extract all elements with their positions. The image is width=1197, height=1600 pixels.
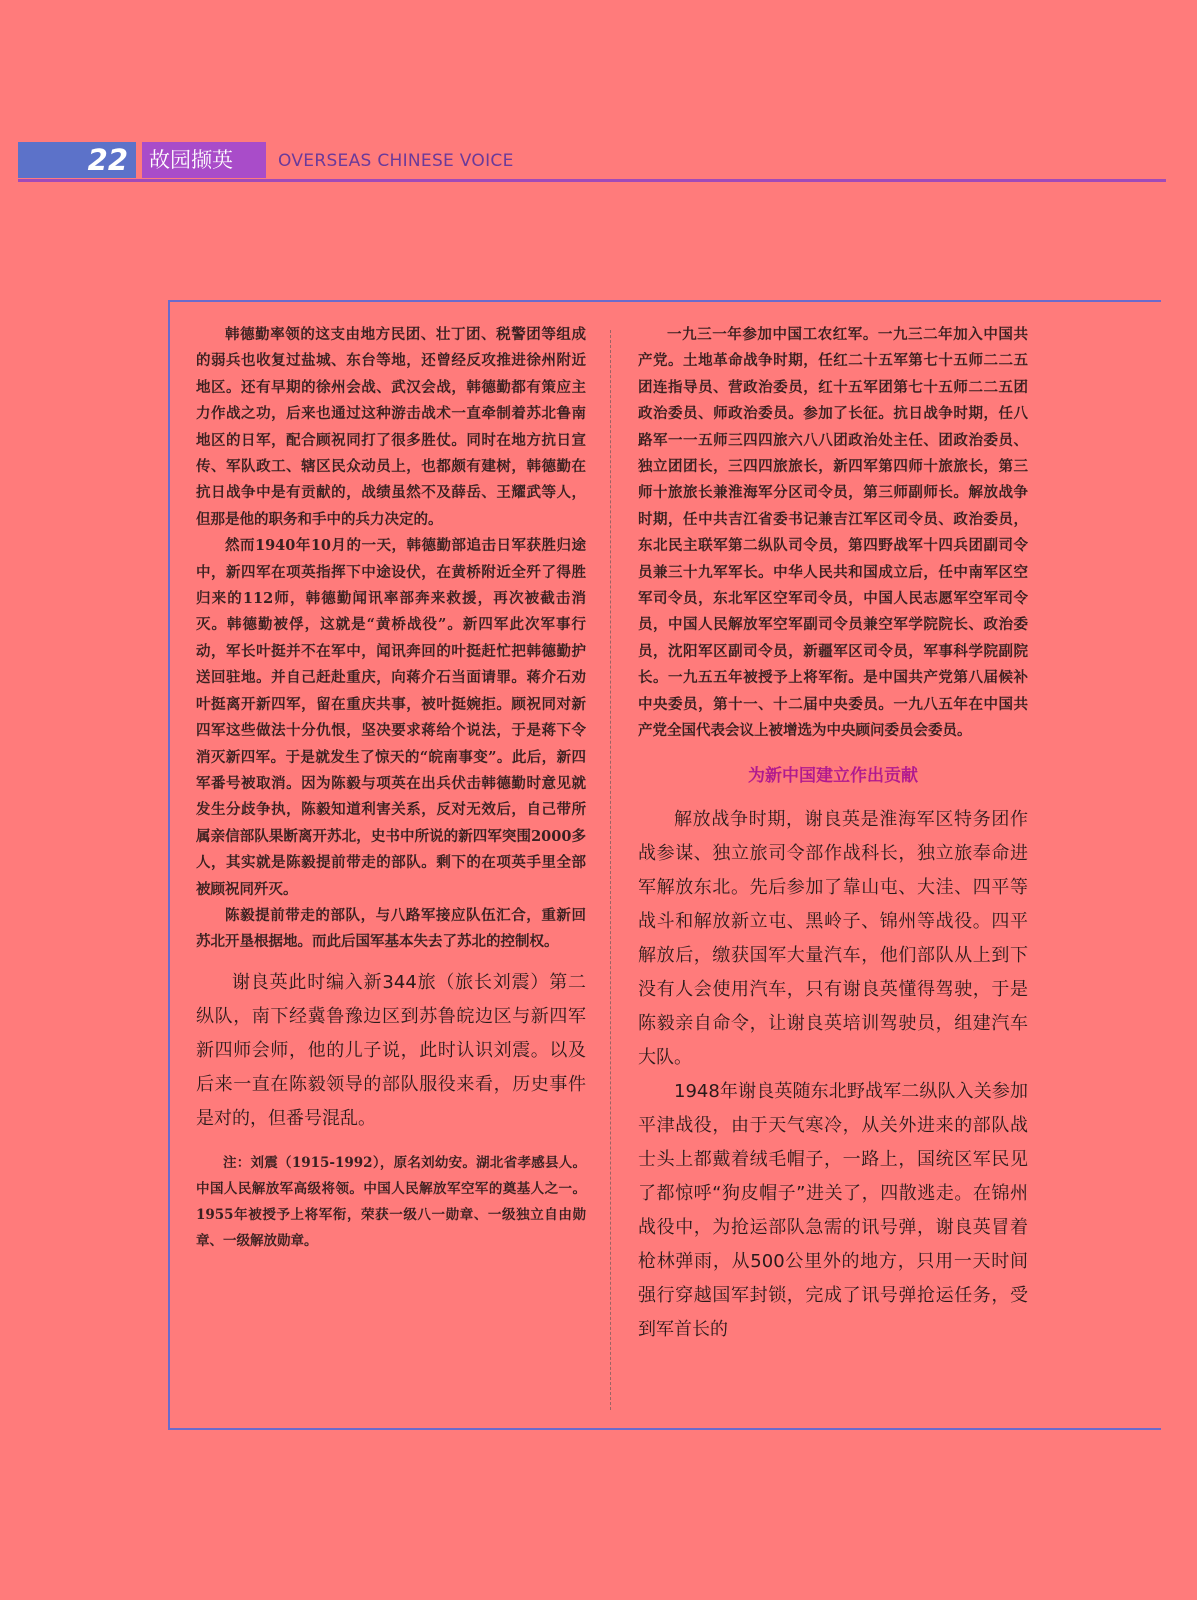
frame-bottom-rule (168, 1428, 1161, 1430)
section-subheading: 为新中国建立作出贡献 (748, 765, 918, 786)
column-name-box (142, 142, 266, 178)
footnote-text: 刘震（1915-1992），原名刘幼安。湖北省孝感县人。中国人民解放军高级将领。中国人民解放军空军的奠基人之一。1955年被授予上将军衔，荣获一级八一勋章、一级独立自由勋章、一级解放勋章。 (196, 1154, 587, 1249)
magazine-name: OVERSEAS CHINESE VOICE (278, 151, 514, 171)
footnote (196, 1150, 586, 1254)
left-paragraph-4: 谢良英此时编入新344旅（旅长刘震）第二纵队，南下经冀鲁豫边区到苏鲁皖边区与新四军新四师会师，他的儿子说，此时认识刘震。以及后来一直在陈毅领导的部队服役来看，历史事件是对的，但番号混乱。 (196, 971, 586, 1129)
page-number: 22 (87, 143, 128, 177)
footnote-label: 注： (223, 1154, 251, 1171)
left-paragraph-1: 韩德勤率领的这支由地方民团、壮丁团、税警团等组成的弱兵也收复过盐城、东台等地，还曾经反攻推进徐州附近地区。还有早期的徐州会战、武汉会战，韩德勤都有策应主力作战之功，后来也通过这种游击战术一直牵制着苏北鲁南地区的日军，配合顾祝同打了很多胜仗。同时在地方抗日宣传、军队政工、辖区民众动员上，也都颇有建树，韩德勤在抗日战争中是有贡献的，战绩虽然不及薛岳、王耀武等人，但那是他的职务和手中的兵力决定的。 (196, 326, 586, 528)
frame-left-rule (168, 300, 170, 1430)
right-paragraph-3: 1948年谢良英随东北野战军二纵队入关参加平津战役，由于天气寒冷，从关外进来的部队战士头上都戴着绒毛帽子，一路上，国统区军民见了都惊呼“狗皮帽子”进关了，四散逃走。在锦州战役中，为抢运部队急需的讯号弹，谢良英冒着枪林弹雨，从500公里外的地方，只用一天时间强行穿越国军封锁，完成了讯号弹抢运任务，受到军首长的 (638, 1080, 1028, 1340)
header-rule (18, 179, 1166, 182)
left-paragraph-2: 然而1940年10月的一天，韩德勤部追击日军获胜归途中，新四军在项英指挥下中途设伏，在黄桥附近全歼了得胜归来的112师，韩德勤闻讯率部奔来救援，再次被截击消灭。韩德勤被俘，这就是“黄桥战役”。新四军此次军事行动，军长叶挺并不在军中，闻讯奔回的叶挺赶忙把韩德勤护送回驻地。并自己赶赴重庆，向蒋介石当面请罪。蒋介石劝叶挺离开新四军，留在重庆共事，被叶挺婉拒。顾祝同对新四军这些做法十分仇恨，坚决要求蒋给个说法，于是蒋下令消灭新四军。于是就发生了惊天的“皖南事变”。此后，新四军番号被取消。因为陈毅与项英在出兵伏击韩德勤时意见就发生分歧争执，陈毅知道利害关系，反对无效后，自己带所属亲信部队果断离开苏北，史书中所说的新四军突围2000多人，其实就是陈毅提前带走的部队。剩下的在项英手里全部被顾祝同歼灭。 (196, 537, 586, 898)
left-column (196, 322, 586, 1254)
right-paragraph-2: 解放战争时期，谢良英是淮海军区特务团作战参谋、独立旅司令部作战科长，独立旅奉命进军解放东北。先后参加了靠山屯、大洼、四平等战斗和解放新立屯、黑岭子、锦州等战役。四平解放后，缴获国军大量汽车，他们部队从上到下没有人会使用汽车，只有谢良英懂得驾驶，于是陈毅亲自命令，让谢良英培训驾驶员，组建汽车大队。 (638, 808, 1028, 1068)
column-name: 故园撷英 (149, 148, 233, 172)
page-number-box (18, 142, 136, 178)
right-paragraph-1: 一九三一年参加中国工农红军。一九三二年加入中国共产党。土地革命战争时期，任红二十五军第七十五师二二五团连指导员、营政治委员，红十五军团第七十五师二二五团政治委员、师政治委员。参加了长征。抗日战争时期，任八路军一一五师三四四旅六八八团政治处主任、团政治委员、独立团团长，三四四旅旅长，新四军第四师十旅旅长，第三师十旅旅长兼淮海军分区司令员，第三师副师长。解放战争时期，任中共吉江省委书记兼吉江军区司令员、政治委员，东北民主联军第二纵队司令员，第四野战军十四兵团副司令员兼三十九军军长。中华人民共和国成立后，任中南军区空军司令员，东北军区空军司令员，中国人民志愿军空军司令员，中国人民解放军空军副司令员兼空军学院院长、政治委员，沈阳军区副司令员，新疆军区司令员，军事科学院副院长。一九五五年被授予上将军衔。是中国共产党第八届候补中央委员，第十一、十二届中央委员。一九八五年在中国共产党全国代表会议上被增选为中央顾问委员会委员。 (638, 326, 1028, 740)
right-column (638, 322, 1028, 1347)
column-divider (610, 330, 611, 1410)
left-paragraph-3: 陈毅提前带走的部队，与八路军接应队伍汇合，重新回苏北开垦根据地。而此后国军基本失去了苏北的控制权。 (196, 906, 586, 951)
frame-top-rule (168, 300, 1161, 302)
page-header (18, 142, 1166, 182)
